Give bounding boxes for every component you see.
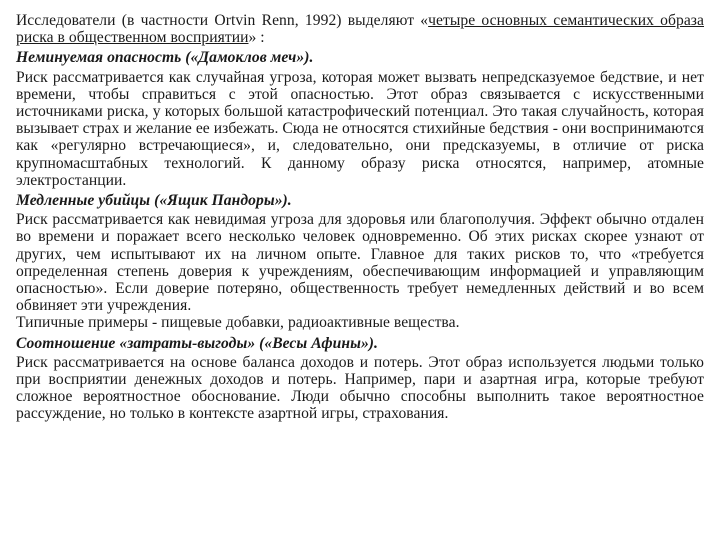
section-heading-damocles: Неминуемая опасность («Дамоклов меч»). xyxy=(16,49,314,67)
intro-after: » : xyxy=(248,29,265,47)
section-paragraph-pandora-examples: Типичные примеры - пищевые добавки, радиоактивные вещества. xyxy=(16,314,460,332)
section-heading-athena: Соотношение «затраты-выгоды» («Весы Афины»). xyxy=(16,334,378,352)
section-paragraph-damocles: Риск рассматривается как случайная угроза, которая может вызвать непредсказуемое бедствие, и нет времени, чтобы справиться с этой опасностью. Этот образ связывается с искусственными источниками риска, у которых большой катастрофический потенциал. Это такая случайность, которая вызывает страх и желание ее избежать. Сюда не относятся стихийные бедствия - они воспринимаются как «регулярно встречающиеся», и, следовательно, они предсказуемы, в отличие от риска крупномасштабных технологий. К данному образу риска относятся, например, атомные электростанции. xyxy=(16,68,704,189)
section-heading-pandora: Медленные убийцы («Ящик Пандоры»). xyxy=(16,192,292,210)
intro-before: Исследователи (в частности Ortvin Renn, 1992) выделяют « xyxy=(16,12,429,29)
text-body xyxy=(16,12,704,423)
intro-paragraph xyxy=(16,12,704,46)
intro-underlined-phrase: четыре основных семантических образа риска в общественном восприятии xyxy=(16,12,704,47)
section-paragraph-athena: Риск рассматривается на основе баланса доходов и потерь. Этот образ используется людьми только при восприятии денежных доходов и потерь. Например, пари и азартная игра, которые требуют сложное вероятностное обоснование. Люди обычно способны выполнить такое вероятностное рассуждение, но только в контексте азартной игры, страхования. xyxy=(16,353,704,423)
section-paragraph-pandora: Риск рассматривается как невидимая угроза для здоровья или благополучия. Эффект обычно отдален во времени и поражает всего несколько человек одновременно. Об этих рисках скорее узнают от других, чем испытывают их на личном опыте. Главное для таких рисков то, что «требуется определенная степень доверия к учреждениям, обеспечивающим информацией и управляющим опасностью». Если доверие потеряно, общественность требует немедленных действий и во всем обвиняет эти учреждения. xyxy=(16,211,704,315)
